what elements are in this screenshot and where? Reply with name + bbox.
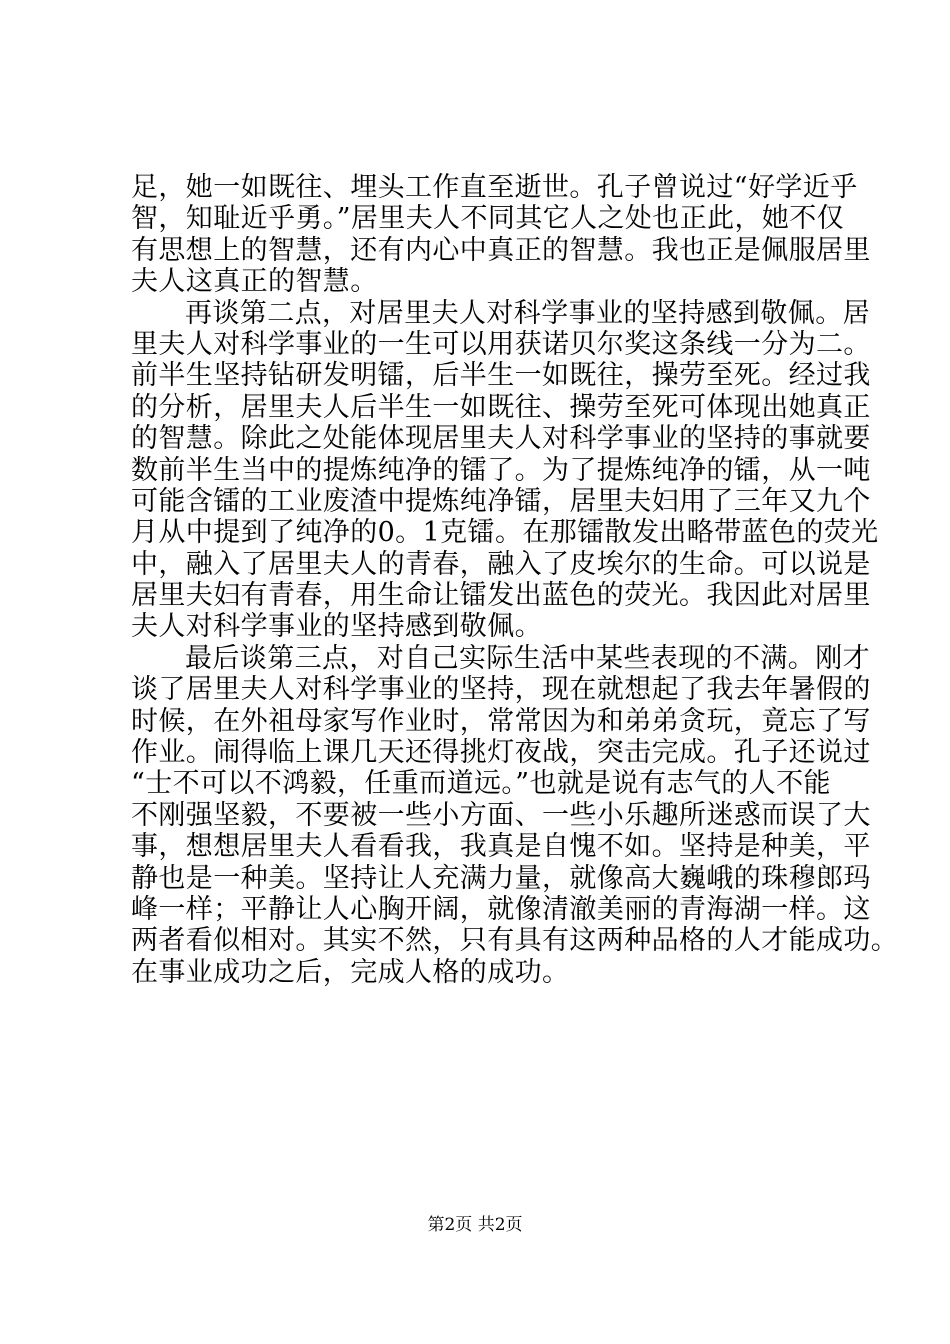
text-line: 有思想上的智慧，还有内心中真正的智慧。我也正是佩服居里 [131,234,871,266]
text-line: 再谈第二点，对居里夫人对科学事业的坚持感到敬佩。居 [185,297,870,329]
paragraph [131,297,879,643]
text-line: 可能含镭的工业废渣中提炼纯净镭，居里夫妇用了三年又九个 [131,485,871,517]
text-line: 峰一样；平静让人心胸开阔，就像清澈美丽的青海湖一样。这 [131,893,871,925]
text-line: 时候，在外祖母家写作业时，常常因为和弟弟贪玩，竟忘了写 [131,705,871,737]
paragraph [131,642,899,988]
text-line: 在事业成功之后，完成人格的成功。 [131,956,570,988]
page-number: 第2页 共2页 [427,1215,523,1235]
paragraph [131,172,871,298]
text-line: 夫人对科学事业的坚持感到敬佩。 [131,611,542,643]
text-line: 的分析，居里夫人后半生一如既往、操劳至死可体现出她真正 [131,391,871,423]
text-line: 里夫人对科学事业的一生可以用获诺贝尔奖这条线一分为二。 [131,328,871,360]
text-line: 作业。闹得临上课几天还得挑灯夜战，突击完成。孔子还说过 [131,737,871,769]
text-line: 的智慧。除此之处能体现居里夫人对科学事业的坚持的事就要 [131,423,871,455]
text-line: 前半生坚持钻研发明镭，后半生一如既往，操劳至死。经过我 [131,360,871,392]
text-line: 静也是一种美。坚持让人充满力量，就像高大巍峨的珠穆郎玛 [131,862,871,894]
text-line: 居里夫妇有青春，用生命让镭发出蓝色的荧光。我因此对居里 [131,580,871,612]
text-line: 不刚强坚毅，不要被一些小方面、一些小乐趣所迷惑而误了大 [131,799,871,831]
text-line: “士不可以不鸿毅，任重而道远。”也就是说有志气的人不能 [131,768,831,800]
text-line: 最后谈第三点，对自己实际生活中某些表现的不满。刚才 [185,642,870,674]
text-line: 谈了居里夫人对科学事业的坚持，现在就想起了我去年暑假的 [131,674,871,706]
document-body [131,172,899,988]
text-line: 夫人这真正的智慧。 [131,266,378,298]
text-line: 两者看似相对。其实不然，只有具有这两种品格的人才能成功。 [131,925,899,957]
text-line: 数前半生当中的提炼纯净的镭了。为了提炼纯净的镭，从一吨 [131,454,871,486]
text-line: 中，融入了居里夫人的青春，融入了皮埃尔的生命。可以说是 [131,548,871,580]
text-line: 智，知耻近乎勇。”居里夫人不同其它人之处也正此，她不仅 [131,203,845,235]
text-line: 足，她一如既往、埋头工作直至逝世。孔子曾说过“好学近乎 [131,172,858,203]
text-line: 事，想想居里夫人看看我，我真是自愧不如。坚持是种美，平 [131,831,871,863]
text-line: 月从中提到了纯净的0。1克镭。在那镭散发出略带蓝色的荧光 [131,517,879,549]
